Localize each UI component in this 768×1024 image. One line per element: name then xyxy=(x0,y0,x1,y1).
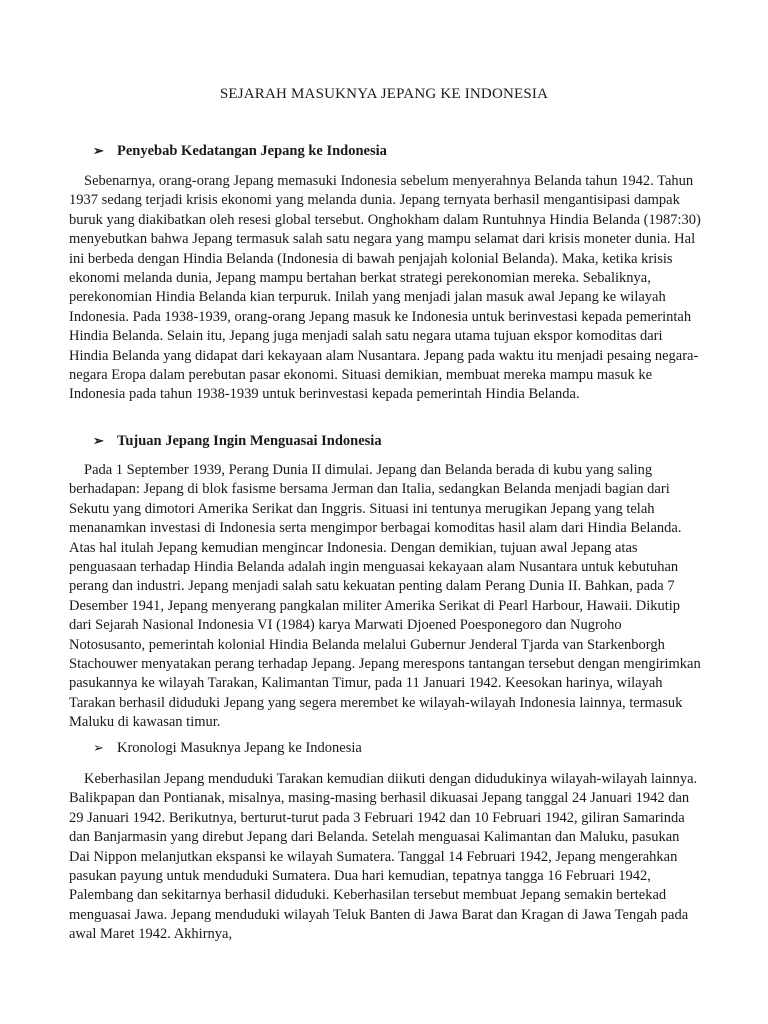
arrow-bullet-icon: ➢ xyxy=(93,433,104,448)
arrow-bullet-icon: ➢ xyxy=(93,143,104,158)
section-heading-text: Tujuan Jepang Ingin Menguasai Indonesia xyxy=(117,433,382,449)
section-heading-kronologi xyxy=(93,740,362,757)
section-heading-text: Kronologi Masuknya Jepang ke Indonesia xyxy=(117,740,362,756)
section-heading-tujuan xyxy=(93,433,382,450)
section-paragraph-tujuan: Pada 1 September 1939, Perang Dunia II dimulai. Jepang dan Belanda berada di kubu yang saling berhadapan: Jepang di blok fasisme bersama Jerman dan Italia, sedangkan Belanda menjadi bagian dari Sekutu yang dimotori Amerika Serikat dan Inggris. Situasi ini tentunya merugikan Jepang yang telah menanamkan investasi di Indonesia serta mengimpor berbagai komoditas hasil alam dari Hindia Belanda. Atas hal itulah Jepang kemudian mengincar Indonesia. Dengan demikian, tujuan awal Jepang atas penguasaan terhadap Hindia Belanda adalah ingin menguasai kekayaan alam Nusantara untuk kebutuhan perang dan industri. Jepang menjadi salah satu kekuatan penting dalam Perang Dunia II. Bahkan, pada 7 Desember 1941, Jepang menyerang pangkalan militer Amerika Serikat di Pearl Harbour, Hawaii. Dikutip dari Sejarah Nasional Indonesia VI (1984) karya Marwati Djoened Poesponegoro dan Nugroho Notosusanto, pemerintah kolonial Hindia Belanda melalui Gubernur Jenderal Tjarda van Starkenborgh Stachouwer menyatakan perang terhadap Jepang. Jepang merespons tantangan tersebut dengan mengirimkan pasukannya ke wilayah Tarakan, Kalimantan Timur, pada 11 Januari 1942. Keesokan harinya, wilayah Tarakan berhasil diduduki Jepang yang segera merembet ke wilayah-wilayah Indonesia lainnya, termasuk Maluku di kawasan timur. xyxy=(69,462,701,731)
section-heading-penyebab xyxy=(93,143,387,160)
section-paragraph-penyebab: Sebenarnya, orang-orang Jepang memasuki Indonesia sebelum menyerahnya Belanda tahun 1942. Tahun 1937 sedang terjadi krisis ekonomi yang melanda dunia. Jepang ternyata berhasil mengantisipasi dampak buruk yang diakibatkan oleh resesi global tersebut. Onghokham dalam Runtuhnya Hindia Belanda (1987:30) menyebutkan bahwa Jepang termasuk salah satu negara yang mampu selamat dari krisis moneter dunia. Hal ini berbeda dengan Hindia Belanda (Indonesia di bawah penjajah kolonial Belanda). Maka, ketika krisis ekonomi melanda dunia, Jepang mampu bertahan berkat strategi perekonomian mereka. Sebaliknya, perekonomian Hindia Belanda kian terpuruk. Inilah yang menjadi jalan masuk awal Jepang ke wilayah Indonesia. Pada 1938-1939, orang-orang Jepang masuk ke Indonesia untuk berinvestasi kepada pemerintah Hindia Belanda. Selain itu, Jepang juga menjadi salah satu negara utama tujuan ekspor komoditas dari Hindia Belanda yang didapat dari kekayaan alam Nusantara. Jepang pada waktu itu menjadi pesaing negara-negara Eropa dalam perebutan pasar ekonomi. Situasi demikian, membuat mereka mampu masuk ke Indonesia pada tahun 1938-1939 untuk berinvestasi kepada pemerintah Hindia Belanda. xyxy=(69,173,701,403)
section-paragraph-kronologi: Keberhasilan Jepang menduduki Tarakan kemudian diikuti dengan didudukinya wilayah-wilayah lainnya. Balikpapan dan Pontianak, misalnya, masing-masing berhasil dikuasai Jepang tanggal 24 Januari 1942 dan 29 Januari 1942. Berikutnya, berturut-turut pada 3 Februari 1942 dan 10 Februari 1942, giliran Samarinda dan Banjarmasin yang direbut Jepang dari Belanda. Setelah menguasai Kalimantan dan Maluku, pasukan Dai Nippon melanjutkan ekspansi ke wilayah Sumatera. Tanggal 14 Februari 1942, Jepang mengerahkan pasukan payung untuk menduduki Sumatera. Dua hari kemudian, tepatnya tangga 16 Februari 1942, Palembang dan sekitarnya berhasil diduduki. Keberhasilan tersebut membuat Jepang semakin bertekad menguasai Jawa. Jepang menduduki wilayah Teluk Banten di Jawa Barat dan Kragan di Jawa Tengah pada awal Maret 1942. Akhirnya, xyxy=(69,771,698,943)
arrow-bullet-icon: ➢ xyxy=(93,740,104,755)
section-heading-text: Penyebab Kedatangan Jepang ke Indonesia xyxy=(117,143,387,159)
document-title: SEJARAH MASUKNYA JEPANG KE INDONESIA xyxy=(219,86,549,102)
